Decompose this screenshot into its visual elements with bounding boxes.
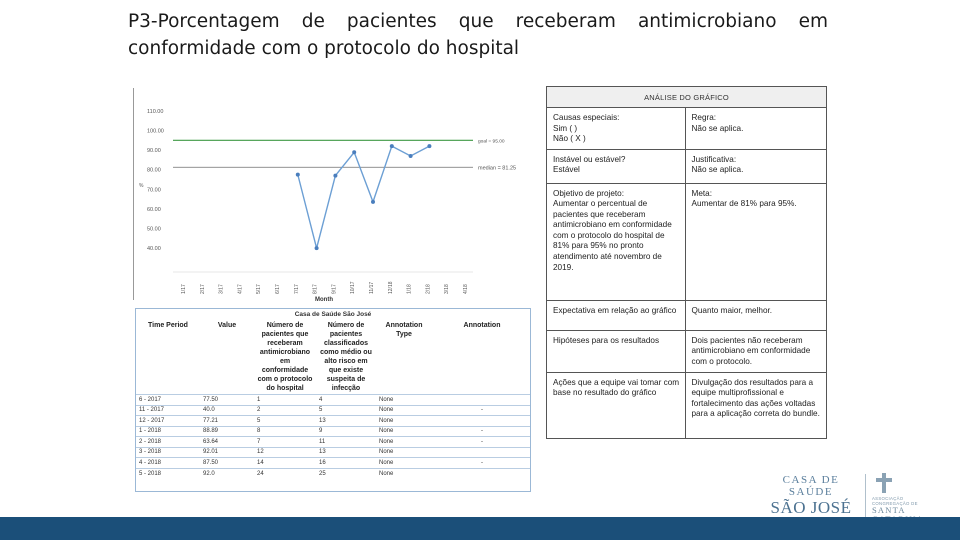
table-cell: 5: [254, 416, 316, 427]
congregation-name-line1: SANTA: [872, 505, 906, 515]
x-tick-label: 2/18: [425, 284, 432, 294]
slide-title-line2: conformidade com o protocolo do hospital: [128, 38, 520, 59]
table-cell: None: [376, 395, 432, 406]
table-cell: 13: [316, 447, 376, 458]
table-cell: 77.50: [200, 395, 254, 406]
table-cell: 63.64: [200, 437, 254, 448]
table-row: [136, 395, 531, 406]
analysis-cell-left: Causas especiais: Sim ( ) Não ( X ): [547, 108, 685, 149]
table-cell: [432, 395, 531, 406]
data-point: [352, 150, 356, 154]
x-tick-label: 6/17: [275, 284, 281, 294]
cross-icon: [874, 472, 894, 494]
x-tick-label: 9/17: [331, 284, 338, 294]
table-cell: -: [432, 405, 531, 416]
y-tick-label: 50.00: [147, 226, 161, 233]
analysis-cell-right: Regra: Não se aplica.: [691, 113, 744, 133]
table-cell: 11 - 2017: [136, 405, 200, 416]
table-cell: 92.0: [200, 468, 254, 479]
table-row: [136, 458, 531, 469]
table-cell: None: [376, 416, 432, 427]
data-table-header-row: [136, 321, 531, 395]
x-tick-label: 3/17: [218, 284, 225, 294]
table-cell: 87.50: [200, 458, 254, 469]
table-cell: None: [376, 447, 432, 458]
table-cell: 92.01: [200, 447, 254, 458]
x-tick-label: 11/17: [369, 281, 375, 294]
series-line: [298, 146, 430, 248]
y-tick-label: 90.00: [147, 148, 161, 155]
logo-name: SÃO JOSÉ: [770, 498, 852, 517]
table-cell: 9: [316, 426, 376, 437]
table-cell: -: [432, 458, 531, 469]
slide-title: [128, 8, 828, 62]
analysis-cell-right: Quanto maior, melhor.: [685, 300, 826, 330]
congregation-small-text: ASSOCIAÇÃO CONGREGAÇÃO DE: [872, 496, 918, 506]
y-tick-label: 100.00: [147, 128, 164, 135]
table-cell: 4 - 2018: [136, 458, 200, 469]
table-cell: 77.21: [200, 416, 254, 427]
analysis-panel: [546, 86, 827, 439]
table-cell: 24: [254, 468, 316, 479]
table-row: [136, 405, 531, 416]
y-tick-label: 40.00: [147, 246, 161, 253]
analysis-row-expectation: [547, 300, 826, 330]
table-cell: 7: [254, 437, 316, 448]
table-cell: 12 - 2017: [136, 416, 200, 427]
run-chart: [133, 84, 539, 304]
x-tick-label: 1/17: [181, 284, 187, 294]
analysis-table: [547, 108, 826, 438]
analysis-cell-right: Meta: Aumentar de 81% para 95%.: [685, 183, 826, 300]
table-cell: 2: [254, 405, 316, 416]
col-header-annotation-type: Annotation Type: [385, 322, 423, 338]
footer-bar: [0, 517, 960, 540]
table-cell: 3 - 2018: [136, 447, 200, 458]
table-cell: 25: [316, 468, 376, 479]
table-cell: [432, 447, 531, 458]
data-table-body: [136, 395, 531, 479]
logo-divider: [865, 474, 866, 518]
analysis-row-actions: [547, 372, 826, 438]
table-row: [136, 447, 531, 458]
logo-top-text: CASA DE SAÚDE: [782, 474, 840, 498]
x-tick-label: 4/18: [463, 284, 469, 294]
table-cell: 11: [316, 437, 376, 448]
y-tick-label: 80.00: [147, 167, 161, 174]
data-point: [371, 200, 375, 204]
x-tick-label: 8/17: [312, 284, 319, 294]
table-cell: None: [376, 405, 432, 416]
goal-label: goal = 95.00: [478, 139, 505, 145]
col-header-denominator: Número de pacientes classificados como médio ou alto risco em que existe suspeita de infecção: [320, 322, 372, 392]
analysis-row-objective: [547, 183, 826, 300]
table-cell: 8: [254, 426, 316, 437]
x-tick-label: 10/17: [350, 281, 357, 294]
table-cell: 13: [316, 416, 376, 427]
x-tick-label: 2/17: [199, 284, 206, 294]
data-point: [409, 154, 413, 158]
x-tick-label: 3/18: [444, 284, 451, 294]
table-row: [136, 468, 531, 479]
x-tick-label: 12/18: [387, 281, 394, 294]
y-axis-label: %: [139, 183, 144, 189]
table-cell: 6 - 2017: [136, 395, 200, 406]
x-tick-label: 7/17: [293, 284, 300, 294]
col-header-annotation: Annotation: [463, 322, 501, 329]
table-cell: None: [376, 426, 432, 437]
analysis-cell-right: Dois pacientes não receberam antimicrobiano em conformidade com o protocolo.: [685, 330, 826, 372]
table-cell: 1: [254, 395, 316, 406]
logo-main: [762, 468, 860, 524]
x-axis-label: Month: [315, 297, 333, 303]
table-cell: None: [376, 468, 432, 479]
data-point: [390, 144, 394, 148]
data-point: [427, 144, 431, 148]
table-row: [136, 426, 531, 437]
x-tick-label: 5/17: [256, 284, 263, 294]
slide-title-line1: P3-Porcentagem de pacientes que receberam antimicrobiano em: [128, 11, 828, 32]
table-cell: -: [432, 426, 531, 437]
analysis-cell-left: Hipóteses para os resultados: [547, 330, 685, 372]
table-cell: None: [376, 437, 432, 448]
table-cell: 1 - 2018: [136, 426, 200, 437]
analysis-cell-right: Divulgação dos resultados para a equipe multiprofissional e fortalecimento das ações voltadas para a aplicação correta do bundle.: [685, 372, 826, 438]
table-cell: 4: [316, 395, 376, 406]
y-tick-label: 70.00: [147, 187, 161, 194]
table-row: [136, 437, 531, 448]
col-header-time-period: Time Period: [148, 322, 188, 329]
table-cell: 2 - 2018: [136, 437, 200, 448]
data-point: [315, 246, 319, 250]
table-cell: 88.89: [200, 426, 254, 437]
x-tick-label: 4/17: [237, 284, 244, 294]
analysis-row-hypotheses: [547, 330, 826, 372]
hospital-logo: [762, 468, 932, 524]
x-tick-label: 1/18: [406, 284, 413, 294]
table-cell: -: [432, 437, 531, 448]
table-cell: 16: [316, 458, 376, 469]
analysis-cell-left: Objetivo de projeto: Aumentar o percentual de pacientes que receberam antimicrobiano em conformidade com o protocolo do hospital de 81% para 95% no pronto atendimento até novembro de 2019.: [547, 183, 685, 300]
data-table-panel: [135, 308, 531, 492]
chart-svg: [133, 84, 539, 304]
data-point: [296, 173, 300, 177]
table-cell: 12: [254, 447, 316, 458]
analysis-row-special-causes: [547, 108, 826, 149]
analysis-cell-left: Ações que a equipe vai tomar com base no resultado do gráfico: [547, 372, 685, 438]
table-cell: 5 - 2018: [136, 468, 200, 479]
analysis-cell-right: Justificativa: Não se aplica.: [685, 149, 826, 183]
table-cell: None: [376, 458, 432, 469]
analysis-cell-left: Instável ou estável? Estável: [547, 149, 685, 183]
analysis-row-stability: [547, 149, 826, 183]
y-tick-label: 110.00: [147, 108, 164, 115]
table-cell: 40.0: [200, 405, 254, 416]
col-header-numerator: Número de pacientes que receberam antimicrobiano em conformidade com o protocolo do hospital: [257, 322, 313, 392]
data-table: [136, 321, 531, 479]
table-cell: [432, 468, 531, 479]
table-cell: 5: [316, 405, 376, 416]
table-cell: 14: [254, 458, 316, 469]
data-point: [333, 174, 337, 178]
analysis-cell-left: Expectativa em relação ao gráfico: [547, 300, 685, 330]
analysis-header: ANÁLISE DO GRÁFICO: [547, 87, 826, 108]
table-row: [136, 416, 531, 427]
y-tick-label: 60.00: [147, 206, 161, 213]
col-header-value: Value: [217, 322, 237, 329]
table-cell: [432, 416, 531, 427]
data-table-title: Casa de Saúde São José: [294, 311, 372, 318]
median-label: median = 81.25: [478, 165, 517, 172]
